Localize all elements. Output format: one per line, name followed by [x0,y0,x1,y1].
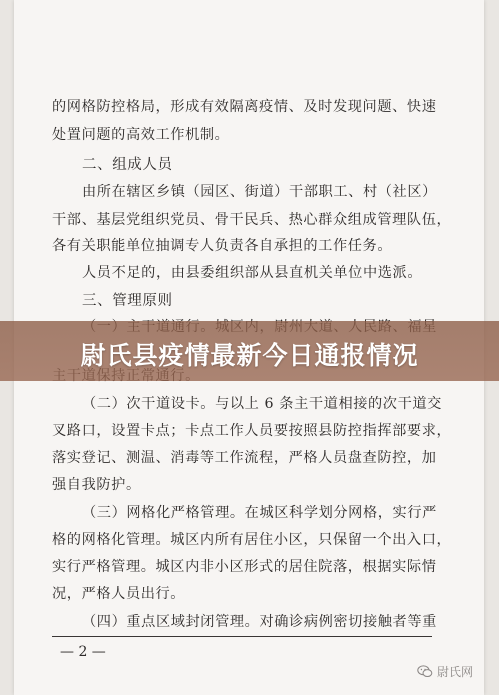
text-line: 实行严格管理。城区内非小区形式的居住院落，根据实际情 [52,559,437,575]
text-line: 况，严格人员出行。 [52,586,186,602]
text-line: 人员不足的，由县委组织部从县直机关单位中选派。 [82,265,423,281]
banner-title: 尉氏县疫情最新今日通报情况 [80,341,419,370]
footer-rule [52,636,432,637]
section-heading: 二、组成人员 [82,157,173,173]
section-heading: 三、管理原则 [82,293,173,309]
text-line: 由所在辖区乡镇（园区、街道）干部职工、村（社区） [82,184,437,200]
text-line: 格的网格化管理。城区内所有居住小区，只保留一个出入口， [52,532,452,548]
text-line: （三）网格化严格管理。在城区科学划分网格，实行严 [82,505,437,521]
text-line: （二）次干道设卡。与以上 6 条主干道相接的次干道交 [82,396,442,412]
text-line: 落实登记、测温、消毒等工作流程，严格人员盘查防控，加 [52,450,437,466]
watermark-text: 尉氏网 [437,665,474,679]
text-line: 干部、基层党组织党员、骨干民兵、热心群众组成管理队伍， [52,212,452,228]
text-line: 叉路口，设置卡点；卡点工作人员要按照县防控指挥部要求， [52,423,452,439]
text-line: （四）重点区域封闭管理。对确诊病例密切接触者等重 [82,614,437,630]
page-number: — 2 — [60,644,106,660]
text-line: 强自我防护。 [52,477,141,493]
text-line: 各有关职能单位抽调专人负责各自承担的工作任务。 [52,238,393,254]
watermark [417,663,473,680]
text-line: 的网格防控格局，形成有效隔离疫情、及时发现问题、快速 [52,99,437,115]
wechat-icon [417,665,433,678]
text-line: 处置问题的高效工作机制。 [52,127,230,143]
